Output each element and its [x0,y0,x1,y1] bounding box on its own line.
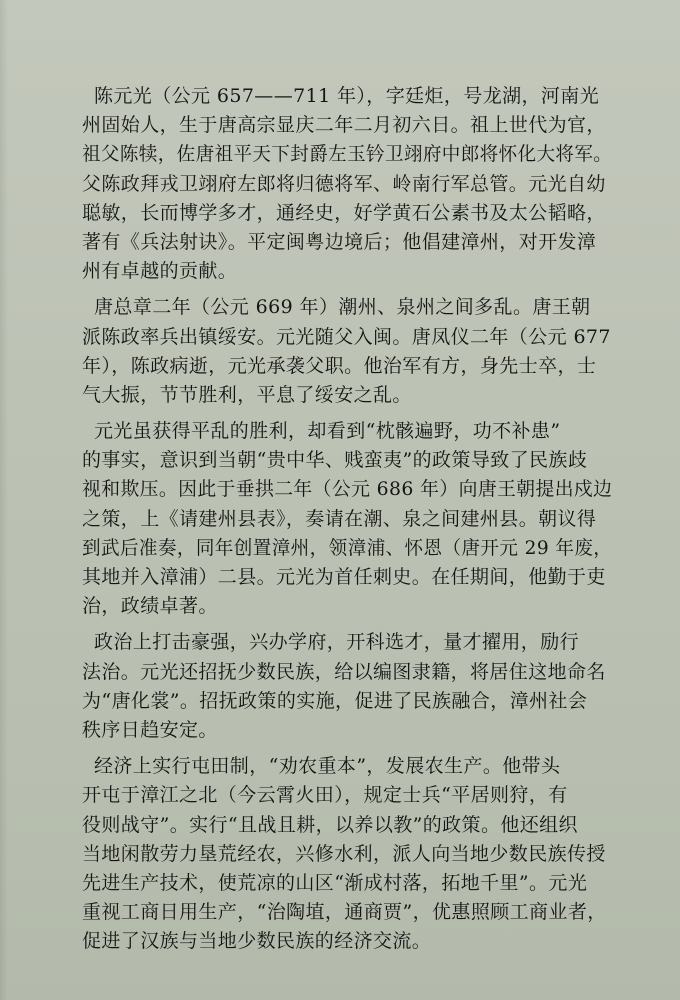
text-line: 重视工商日用生产，“治陶埴，通商贾”，优惠照顾工商业者， [82,901,607,924]
text-line: 州有卓越的贡献。 [82,260,238,283]
paragraph-gap [82,621,612,628]
text-line: 的事实，意识到当朝“贵中华、贱蛮夷”的政策导致了民族歧 [82,449,588,472]
paragraph-economy [82,752,612,956]
text-line: 为“唐化裳”。招抚政策的实施，促进了民族融合，漳州社会 [82,689,588,712]
text-line: 法治。元光还招抚少数民族，给以编图隶籍，将居住这地命名 [82,660,606,683]
text-line: 到武后准奏，同年创置漳州，领漳浦、怀恩（唐开元 29 年废， [82,536,613,559]
text-line: 聪敏，长而博学多才，通经史，好学黄石公素书及太公韬略， [82,201,606,224]
text-line: 之策，上《请建州县表》，奏请在潮、泉之间建州县。朝议得 [82,507,597,530]
paragraph-gap [82,410,612,417]
text-line: 当地闲散劳力垦荒经农，兴修水利，派人向当地少数民族传授 [82,842,606,865]
paragraph-biography [82,82,612,286]
text-line: 父陈政拜戎卫翊府左郎将归德将军、岭南行军总管。元光自幼 [82,172,606,195]
text-line: 著有《兵法射诀》。平定闽粤边境后；他倡建漳州，对开发漳 [82,230,597,253]
paragraph-zhangzhou [82,417,612,621]
paragraph-politics [82,628,612,745]
text-line: 开屯于漳江之北（今云霄火田），规定士兵“平居则狩，有 [82,784,568,807]
text-line: 治，政绩卓著。 [82,595,218,618]
body-text [82,82,612,956]
paragraph-gap [82,745,612,752]
text-line: 年），陈政病逝，元光承袭父职。他治军有方，身先士卒，士 [82,354,597,377]
text-line: 祖父陈犊，佐唐祖平天下封爵左玉钤卫翊府中郎将怀化大将军。 [82,143,613,166]
text-line: 派陈政率兵出镇绥安。元光随父入闽。唐凤仪二年（公元 677 [82,325,611,348]
page-edge-shadow [0,0,8,1000]
text-line: 其地并入漳浦）二县。元光为首任刺史。在任期间，他勤于吏 [82,566,606,588]
text-line: 元光虽获得平乱的胜利，却看到“枕骸遍野，功不补患” [94,420,561,443]
text-line: 政治上打击豪强，兴办学府，开科选才，量才擢用，励行 [94,631,580,654]
text-line: 唐总章二年（公元 669 年）潮州、泉州之间多乱。唐王朝 [94,296,591,319]
text-line: 役则战守”。实行“且战且耕，以养以教”的政策。他还组织 [82,813,578,836]
paragraph-suian [82,293,612,410]
text-line: 经济上实行屯田制，“劝农重本”，发展农生产。他带头 [94,755,561,778]
text-line: 视和欺压。因此于垂拱二年（公元 686 年）向唐王朝提出戍边 [82,478,613,501]
text-line: 州固始人，生于唐高宗显庆二年二月初六日。祖上世代为官， [82,114,606,137]
text-line: 促进了汉族与当地少数民族的经济交流。 [82,930,432,953]
paragraph-gap [82,286,612,293]
text-line: 秩序日趋安定。 [82,718,218,741]
text-line: 气大振，节节胜利，平息了绥安之乱。 [82,383,412,406]
text-line: 先进生产技术，使荒凉的山区“渐成村落，拓地千里”。元光 [82,871,588,894]
text-line: 陈元光（公元 657——711 年），字廷炬，号龙湖，河南光 [94,85,600,107]
